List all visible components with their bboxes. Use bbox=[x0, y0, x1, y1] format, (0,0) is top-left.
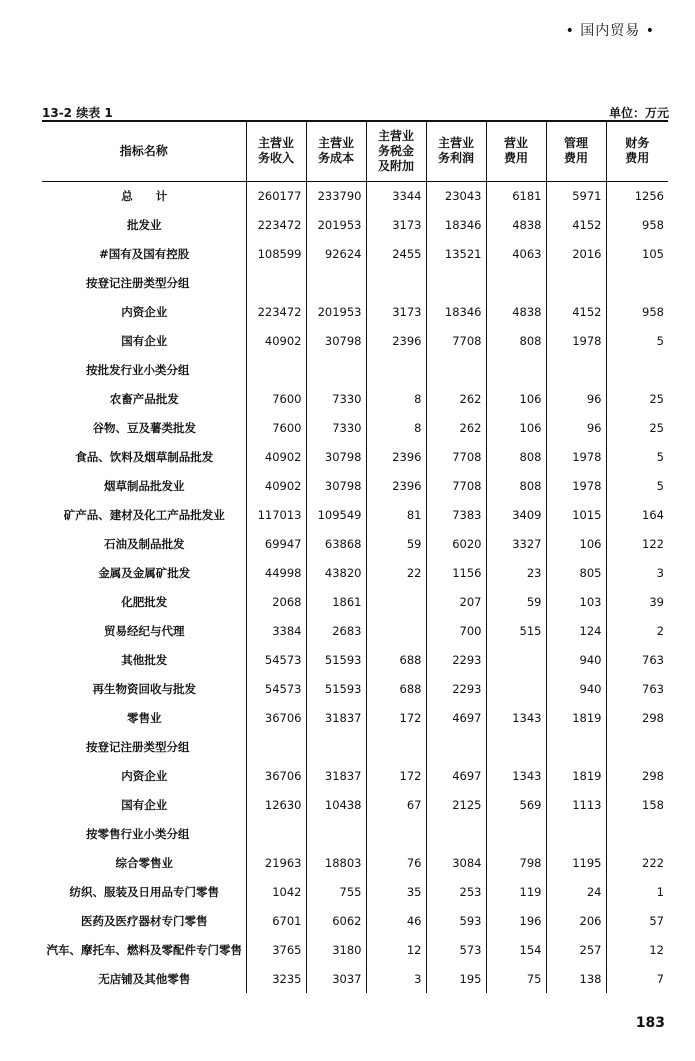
cell-value: 573 bbox=[426, 935, 486, 964]
cell-value bbox=[246, 819, 306, 848]
cell-value: 201953 bbox=[306, 210, 366, 239]
cell-value: 158 bbox=[606, 790, 668, 819]
cell-value: 54573 bbox=[246, 645, 306, 674]
cell-value: 103 bbox=[546, 587, 606, 616]
cell-value: 298 bbox=[606, 703, 668, 732]
table-row bbox=[42, 877, 668, 906]
cell-value bbox=[606, 355, 668, 384]
cell-value: 3235 bbox=[246, 964, 306, 993]
header-col-1 bbox=[246, 121, 306, 181]
cell-value bbox=[546, 732, 606, 761]
cell-value: 298 bbox=[606, 761, 668, 790]
cell-value: 92624 bbox=[306, 239, 366, 268]
row-name: 内资企业 bbox=[121, 768, 168, 783]
header-col-4-line-2: 务利润 bbox=[437, 151, 474, 166]
cell-value: 196 bbox=[486, 906, 546, 935]
cell-value: 5 bbox=[606, 326, 668, 355]
header-col-6-line-1: 管理 bbox=[563, 136, 588, 151]
header-col-6 bbox=[546, 121, 606, 181]
cell-value: 54573 bbox=[246, 674, 306, 703]
cell-value: 106 bbox=[546, 529, 606, 558]
cell-value: 164 bbox=[606, 500, 668, 529]
cell-value: 24 bbox=[546, 877, 606, 906]
cell-value bbox=[366, 268, 426, 297]
cell-value: 1 bbox=[606, 877, 668, 906]
cell-value: 6701 bbox=[246, 906, 306, 935]
cell-value bbox=[306, 355, 366, 384]
cell-value: 798 bbox=[486, 848, 546, 877]
table-row bbox=[42, 761, 668, 790]
cell-value: 4152 bbox=[546, 210, 606, 239]
cell-value: 4838 bbox=[486, 297, 546, 326]
row-name: 食品、饮料及烟草制品批发 bbox=[75, 449, 214, 464]
cell-value: 10438 bbox=[306, 790, 366, 819]
table-row bbox=[42, 297, 668, 326]
table-row bbox=[42, 616, 668, 645]
cell-value bbox=[486, 355, 546, 384]
cell-value bbox=[306, 732, 366, 761]
cell-value bbox=[486, 674, 546, 703]
cell-value: 59 bbox=[366, 529, 426, 558]
cell-value: 4697 bbox=[426, 761, 486, 790]
cell-value: 260177 bbox=[246, 181, 306, 210]
cell-value bbox=[366, 616, 426, 645]
header-col-4 bbox=[426, 121, 486, 181]
row-name: 化肥批发 bbox=[121, 594, 168, 609]
group-label: 按零售行业小类分组 bbox=[86, 826, 190, 841]
cell-value: 57 bbox=[606, 906, 668, 935]
cell-value: 7 bbox=[606, 964, 668, 993]
cell-value bbox=[606, 819, 668, 848]
table-row bbox=[42, 674, 668, 703]
cell-value: 2396 bbox=[366, 326, 426, 355]
cell-value: 7708 bbox=[426, 442, 486, 471]
cell-value: 13521 bbox=[426, 239, 486, 268]
table-row bbox=[42, 819, 668, 848]
cell-value bbox=[366, 587, 426, 616]
cell-value: 12630 bbox=[246, 790, 306, 819]
cell-value bbox=[486, 732, 546, 761]
cell-value: 2 bbox=[606, 616, 668, 645]
cell-value: 3037 bbox=[306, 964, 366, 993]
cell-value: 3084 bbox=[426, 848, 486, 877]
cell-value: 2068 bbox=[246, 587, 306, 616]
cell-value bbox=[246, 732, 306, 761]
cell-value: 124 bbox=[546, 616, 606, 645]
table-row bbox=[42, 732, 668, 761]
cell-value: 2396 bbox=[366, 471, 426, 500]
cell-value: 223472 bbox=[246, 210, 306, 239]
cell-value: 3173 bbox=[366, 297, 426, 326]
cell-value: 207 bbox=[426, 587, 486, 616]
cell-value: 30798 bbox=[306, 471, 366, 500]
cell-value: 18346 bbox=[426, 297, 486, 326]
table-row bbox=[42, 587, 668, 616]
row-name: 医药及医疗器材专门零售 bbox=[81, 913, 208, 928]
cell-value: 5971 bbox=[546, 181, 606, 210]
cell-value bbox=[426, 819, 486, 848]
table-row bbox=[42, 848, 668, 877]
cell-value: 105 bbox=[606, 239, 668, 268]
cell-value: 940 bbox=[546, 674, 606, 703]
cell-value: 154 bbox=[486, 935, 546, 964]
row-name: 农畜产品批发 bbox=[109, 391, 179, 406]
section-header: • 国内贸易 • bbox=[565, 23, 655, 39]
cell-value: 233790 bbox=[306, 181, 366, 210]
header-col-5-line-2: 费用 bbox=[503, 151, 528, 166]
cell-value: 4838 bbox=[486, 210, 546, 239]
table-row bbox=[42, 645, 668, 674]
cell-value: 4063 bbox=[486, 239, 546, 268]
cell-value bbox=[306, 268, 366, 297]
cell-value: 3384 bbox=[246, 616, 306, 645]
cell-value bbox=[426, 268, 486, 297]
cell-value: 3765 bbox=[246, 935, 306, 964]
unit-label: 单位：万元 bbox=[608, 106, 669, 120]
cell-value bbox=[486, 268, 546, 297]
cell-value: 2455 bbox=[366, 239, 426, 268]
cell-value: 1343 bbox=[486, 703, 546, 732]
header-col-3-line-2: 务税金 bbox=[377, 143, 414, 158]
row-name: 无店铺及其他零售 bbox=[98, 971, 191, 986]
row-name: 内资企业 bbox=[121, 304, 168, 319]
table-row bbox=[42, 558, 668, 587]
table-row bbox=[42, 268, 668, 297]
cell-value: 262 bbox=[426, 384, 486, 413]
cell-value: 31837 bbox=[306, 703, 366, 732]
table-title: 13-2 续表 1 bbox=[42, 106, 113, 120]
cell-value: 4697 bbox=[426, 703, 486, 732]
cell-value: 688 bbox=[366, 645, 426, 674]
cell-value bbox=[366, 355, 426, 384]
cell-value: 12 bbox=[366, 935, 426, 964]
header-col-7-line-2: 费用 bbox=[625, 151, 650, 166]
cell-value: 36706 bbox=[246, 761, 306, 790]
cell-value: 23043 bbox=[426, 181, 486, 210]
header-col-7-line-1: 财务 bbox=[625, 136, 650, 151]
group-label: 按批发行业小类分组 bbox=[86, 362, 190, 377]
row-name: 金属及金属矿批发 bbox=[98, 565, 191, 580]
cell-value: 6020 bbox=[426, 529, 486, 558]
cell-value: 6181 bbox=[486, 181, 546, 210]
cell-value: 808 bbox=[486, 442, 546, 471]
cell-value: 2683 bbox=[306, 616, 366, 645]
data-table bbox=[42, 120, 668, 993]
cell-value: 1195 bbox=[546, 848, 606, 877]
header-col-2-line-1: 主营业 bbox=[317, 136, 354, 151]
table-row bbox=[42, 703, 668, 732]
table-row bbox=[42, 964, 668, 993]
cell-value: 39 bbox=[606, 587, 668, 616]
table-row bbox=[42, 326, 668, 355]
cell-value: 808 bbox=[486, 471, 546, 500]
cell-value: 3344 bbox=[366, 181, 426, 210]
header-col-2-line-2: 务成本 bbox=[317, 151, 354, 166]
cell-value: 46 bbox=[366, 906, 426, 935]
cell-value: 43820 bbox=[306, 558, 366, 587]
table-row bbox=[42, 529, 668, 558]
cell-value: 763 bbox=[606, 645, 668, 674]
cell-value: 3173 bbox=[366, 210, 426, 239]
cell-value: 688 bbox=[366, 674, 426, 703]
row-name: 其他批发 bbox=[121, 652, 168, 667]
cell-value: 958 bbox=[606, 210, 668, 239]
header-col-7 bbox=[606, 121, 668, 181]
cell-value: 3409 bbox=[486, 500, 546, 529]
cell-value bbox=[366, 732, 426, 761]
cell-value: 51593 bbox=[306, 674, 366, 703]
row-name: 矿产品、建材及化工产品批发业 bbox=[63, 507, 225, 522]
cell-value: 253 bbox=[426, 877, 486, 906]
cell-value: 25 bbox=[606, 384, 668, 413]
cell-value: 23 bbox=[486, 558, 546, 587]
cell-value: 1042 bbox=[246, 877, 306, 906]
table-row bbox=[42, 239, 668, 268]
cell-value: 201953 bbox=[306, 297, 366, 326]
cell-value: 40902 bbox=[246, 442, 306, 471]
cell-value: 122 bbox=[606, 529, 668, 558]
cell-value: 515 bbox=[486, 616, 546, 645]
cell-value: 4152 bbox=[546, 297, 606, 326]
cell-value: 569 bbox=[486, 790, 546, 819]
cell-value: 1819 bbox=[546, 703, 606, 732]
row-name: 纺织、服装及日用品专门零售 bbox=[69, 884, 219, 899]
header-col-1-line-2: 务收入 bbox=[257, 151, 294, 166]
header-col-4-line-1: 主营业 bbox=[437, 136, 474, 151]
cell-value: 206 bbox=[546, 906, 606, 935]
cell-value: 7600 bbox=[246, 413, 306, 442]
cell-value: 96 bbox=[546, 384, 606, 413]
cell-value: 119 bbox=[486, 877, 546, 906]
cell-value: 593 bbox=[426, 906, 486, 935]
cell-value: 22 bbox=[366, 558, 426, 587]
cell-value: 2293 bbox=[426, 645, 486, 674]
cell-value: 109549 bbox=[306, 500, 366, 529]
header-row bbox=[42, 121, 668, 181]
table-body bbox=[42, 181, 668, 993]
cell-value bbox=[486, 645, 546, 674]
cell-value: 1156 bbox=[426, 558, 486, 587]
row-name: 再生物资回收与批发 bbox=[92, 681, 196, 696]
cell-value: 2396 bbox=[366, 442, 426, 471]
row-name: 零售业 bbox=[127, 710, 162, 725]
cell-value: 6062 bbox=[306, 906, 366, 935]
cell-value: 106 bbox=[486, 413, 546, 442]
cell-value: 755 bbox=[306, 877, 366, 906]
table-row bbox=[42, 181, 668, 210]
cell-value bbox=[546, 819, 606, 848]
header-col-3-line-3: 及附加 bbox=[377, 158, 414, 173]
cell-value: 5 bbox=[606, 442, 668, 471]
row-name: 国有企业 bbox=[121, 333, 168, 348]
cell-value: 7600 bbox=[246, 384, 306, 413]
cell-value: 76 bbox=[366, 848, 426, 877]
row-name: 汽车、摩托车、燃料及零配件专门零售 bbox=[46, 942, 242, 957]
cell-value: 1256 bbox=[606, 181, 668, 210]
cell-value bbox=[426, 355, 486, 384]
cell-value bbox=[546, 268, 606, 297]
cell-value: 172 bbox=[366, 703, 426, 732]
cell-value: 5 bbox=[606, 471, 668, 500]
cell-value: 117013 bbox=[246, 500, 306, 529]
cell-value: 21963 bbox=[246, 848, 306, 877]
cell-value: 7383 bbox=[426, 500, 486, 529]
cell-value: 763 bbox=[606, 674, 668, 703]
cell-value: 2293 bbox=[426, 674, 486, 703]
cell-value: 1978 bbox=[546, 326, 606, 355]
group-label: 按登记注册类型分组 bbox=[86, 739, 190, 754]
cell-value: 3180 bbox=[306, 935, 366, 964]
cell-value: 700 bbox=[426, 616, 486, 645]
cell-value: 75 bbox=[486, 964, 546, 993]
header-col-3 bbox=[366, 121, 426, 181]
cell-value: 51593 bbox=[306, 645, 366, 674]
header-col-6-line-2: 费用 bbox=[563, 151, 588, 166]
cell-value: 222 bbox=[606, 848, 668, 877]
cell-value: 1343 bbox=[486, 761, 546, 790]
cell-value: 1978 bbox=[546, 471, 606, 500]
cell-value: 808 bbox=[486, 326, 546, 355]
cell-value bbox=[606, 732, 668, 761]
cell-value: 7708 bbox=[426, 471, 486, 500]
cell-value: 262 bbox=[426, 413, 486, 442]
cell-value: 59 bbox=[486, 587, 546, 616]
cell-value: 35 bbox=[366, 877, 426, 906]
cell-value: 1015 bbox=[546, 500, 606, 529]
cell-value: 8 bbox=[366, 413, 426, 442]
row-name: 谷物、豆及薯类批发 bbox=[92, 420, 196, 435]
header-indicator-name: 指标名称 bbox=[42, 121, 246, 181]
row-name: #国有及国有控股 bbox=[99, 246, 190, 261]
cell-value: 1113 bbox=[546, 790, 606, 819]
group-label: 按登记注册类型分组 bbox=[86, 275, 190, 290]
table-row bbox=[42, 906, 668, 935]
header-col-5 bbox=[486, 121, 546, 181]
cell-value: 30798 bbox=[306, 442, 366, 471]
cell-value: 30798 bbox=[306, 326, 366, 355]
cell-value bbox=[606, 268, 668, 297]
cell-value bbox=[426, 732, 486, 761]
table-row bbox=[42, 442, 668, 471]
row-name: 综合零售业 bbox=[115, 855, 173, 870]
cell-value: 31837 bbox=[306, 761, 366, 790]
table-row bbox=[42, 471, 668, 500]
cell-value: 138 bbox=[546, 964, 606, 993]
cell-value: 172 bbox=[366, 761, 426, 790]
cell-value: 67 bbox=[366, 790, 426, 819]
cell-value: 940 bbox=[546, 645, 606, 674]
cell-value: 96 bbox=[546, 413, 606, 442]
cell-value: 108599 bbox=[246, 239, 306, 268]
cell-value bbox=[486, 819, 546, 848]
cell-value: 1978 bbox=[546, 442, 606, 471]
cell-value bbox=[546, 355, 606, 384]
cell-value: 106 bbox=[486, 384, 546, 413]
row-name: 石油及制品批发 bbox=[104, 536, 185, 551]
cell-value: 958 bbox=[606, 297, 668, 326]
table-row bbox=[42, 935, 668, 964]
row-name: 批发业 bbox=[127, 217, 162, 232]
cell-value: 25 bbox=[606, 413, 668, 442]
cell-value: 223472 bbox=[246, 297, 306, 326]
cell-value: 69947 bbox=[246, 529, 306, 558]
header-col-5-line-1: 营业 bbox=[503, 136, 528, 151]
cell-value: 257 bbox=[546, 935, 606, 964]
cell-value: 8 bbox=[366, 384, 426, 413]
cell-value: 63868 bbox=[306, 529, 366, 558]
cell-value: 3 bbox=[366, 964, 426, 993]
cell-value: 3327 bbox=[486, 529, 546, 558]
cell-value: 3 bbox=[606, 558, 668, 587]
cell-value: 195 bbox=[426, 964, 486, 993]
table-row bbox=[42, 355, 668, 384]
table-row bbox=[42, 384, 668, 413]
table-row bbox=[42, 413, 668, 442]
cell-value: 18346 bbox=[426, 210, 486, 239]
cell-value: 12 bbox=[606, 935, 668, 964]
cell-value: 7708 bbox=[426, 326, 486, 355]
cell-value: 40902 bbox=[246, 326, 306, 355]
cell-value: 18803 bbox=[306, 848, 366, 877]
cell-value: 2016 bbox=[546, 239, 606, 268]
cell-value: 7330 bbox=[306, 384, 366, 413]
cell-value: 40902 bbox=[246, 471, 306, 500]
cell-value: 805 bbox=[546, 558, 606, 587]
row-name: 贸易经纪与代理 bbox=[104, 623, 185, 638]
cell-value: 2125 bbox=[426, 790, 486, 819]
cell-value: 44998 bbox=[246, 558, 306, 587]
cell-value bbox=[306, 819, 366, 848]
row-name: 总 计 bbox=[121, 188, 168, 203]
cell-value: 1861 bbox=[306, 587, 366, 616]
cell-value bbox=[246, 355, 306, 384]
header-col-1-line-1: 主营业 bbox=[257, 136, 294, 151]
table-row bbox=[42, 790, 668, 819]
cell-value: 81 bbox=[366, 500, 426, 529]
cell-value: 7330 bbox=[306, 413, 366, 442]
cell-value: 1819 bbox=[546, 761, 606, 790]
row-name: 烟草制品批发业 bbox=[104, 478, 185, 493]
header-col-3-line-1: 主营业 bbox=[377, 128, 414, 143]
table-row bbox=[42, 500, 668, 529]
page-number: 183 bbox=[635, 1015, 665, 1031]
table-row bbox=[42, 210, 668, 239]
cell-value bbox=[246, 268, 306, 297]
row-name: 国有企业 bbox=[121, 797, 168, 812]
header-col-2 bbox=[306, 121, 366, 181]
cell-value bbox=[366, 819, 426, 848]
cell-value: 36706 bbox=[246, 703, 306, 732]
